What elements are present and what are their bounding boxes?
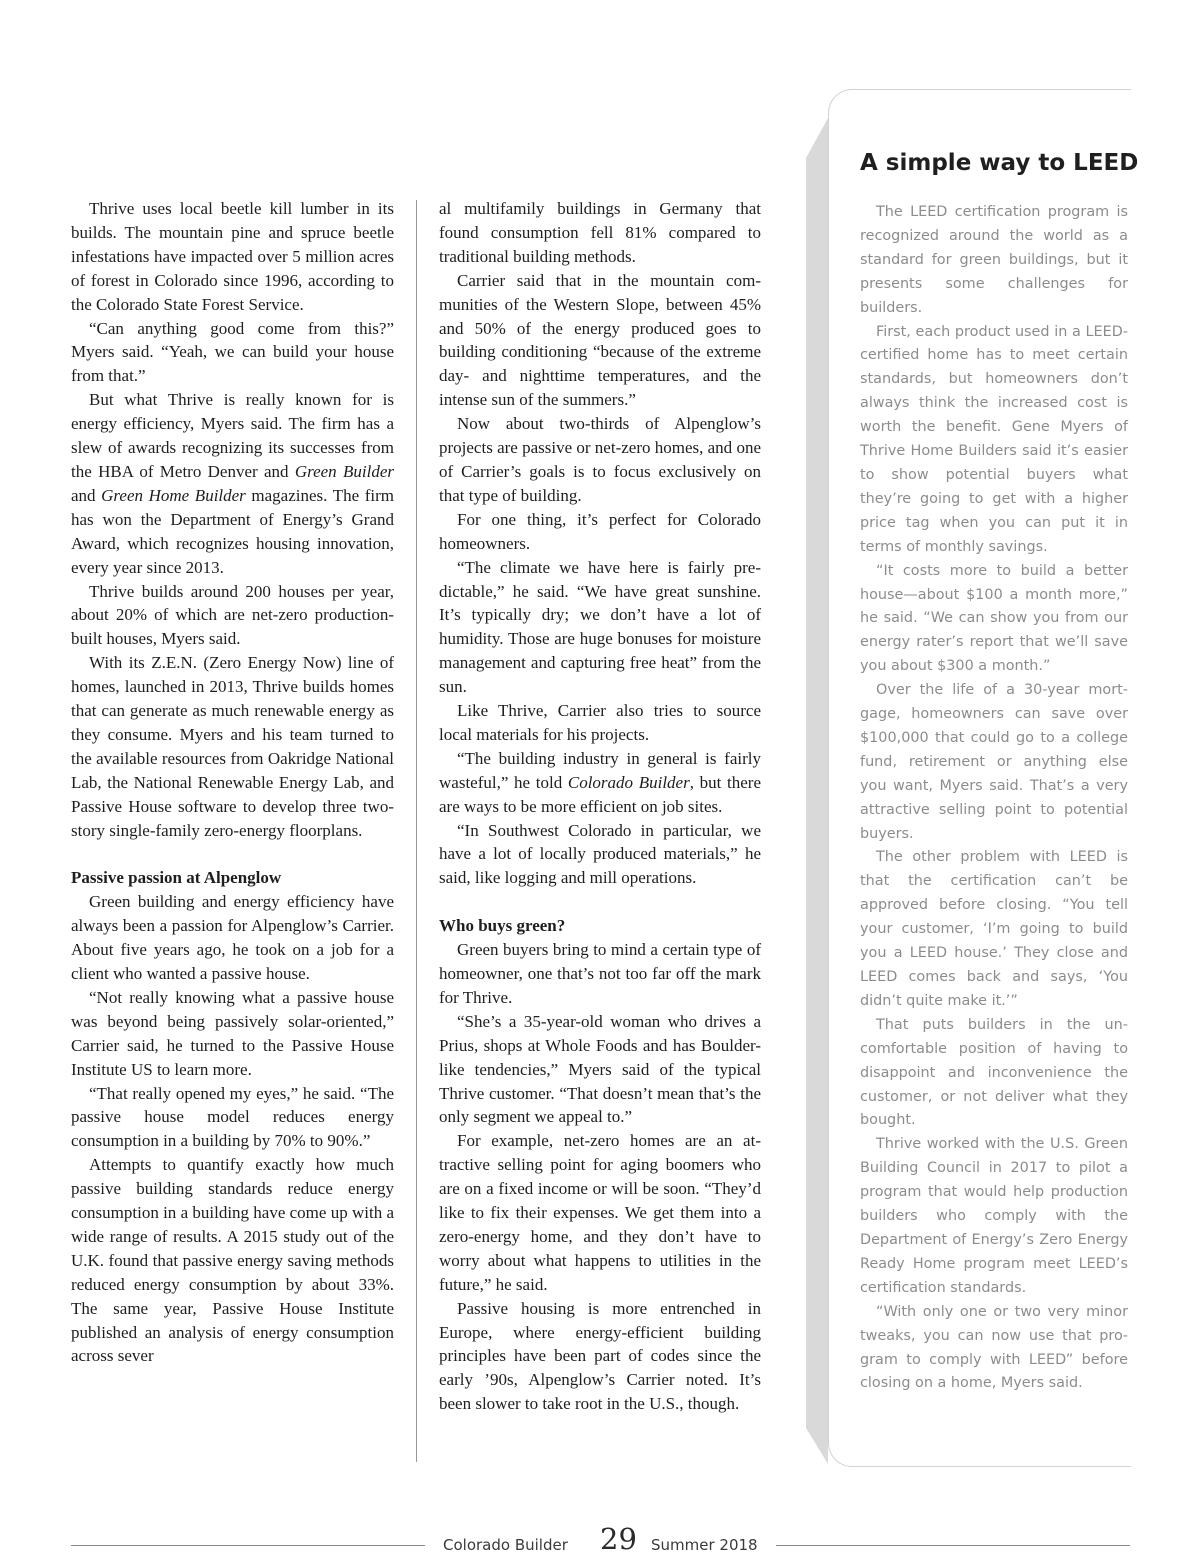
text-run: , but there are ways to be more efficient on job sites. [439,772,761,816]
sidebar-paragraph: “It costs more to build a better house—about $100 a month more,” he said. “We can show you from our energy rater’s report that we’ll save you about $300 a month.” [860,562,1128,675]
column-divider [416,200,417,1462]
paragraph: “That really opened my eyes,” he said. “The passive house model reduces energy consumption in a building by 70% to 90%.” [71,1083,394,1151]
paragraph [71,388,394,579]
magazine-title: Green Builder [294,461,394,481]
issue-date: Summer 2018 [651,1536,758,1554]
article-column-1 [71,197,394,1368]
paragraph: Carrier said that in the mountain communities of the Western Slope, between 45% and 50% of the energy produced goes to building conditioning “because of the extreme day- and nighttime temperatures, and the intense sun of the summers.” [439,270,761,410]
publication-name: Colorado Builder [443,1536,568,1554]
paragraph [439,747,761,819]
paragraph: “She’s a 35-year-old woman who drives a Prius, shops at Whole Foods and has Boulder-like tendencies,” Myers said of the typical Thrive customer. “That doesn’t mean that’s the only segment we appeal to.” [439,1011,761,1127]
text-run: But what Thrive is really known for is energy efficiency, Myers said. The firm has a slew of awards recognizing its successes from the HBA of Metro Denver and [71,390,394,481]
paragraph: Green buyers bring to mind a certain type of homeowner, one that’s not too far off the mark for Thrive. [439,940,761,1007]
text-run: and [71,485,102,505]
paragraph: “The climate we have here is fairly predictable,” he said. “We have great sunshine. It’s typically dry; we don’t have a lot of humidity. Those are huge bonuses for moisture management and capturing free heat” from the sun. [439,557,761,697]
paragraph: For one thing, it’s perfect for Colorado homeowners. [439,509,761,553]
paragraph: With its Z.E.N. (Zero Energy Now) line of homes, launched in 2013, Thrive builds homes that can generate as much renewable energy as they consume. Myers and his team turned to the available resources from Oakridge National Lab, the National Renewable Energy Lab, and Passive House software to develop three two-story single-family zero-energy floorplans. [71,653,394,840]
text-run: magazines. The firm has won the Department of Energy’s Grand Award, which recognizes housing innovation, every year since 2013. [71,485,395,577]
article-column-2 [439,197,761,1416]
magazine-title: Green Home Builder [101,485,246,505]
paragraph: “Not really knowing what a passive house was beyond being passively solar-oriented,” Carrier said, he turned to the Passive House Institute US to learn more. [71,987,394,1079]
sidebar-paragraph: “With only one or two very minor tweaks, you can now use that program to comply with LEED” before closing on a home, Myers said. [860,1303,1128,1392]
sidebar-body [860,201,1128,1396]
paragraph: For example, net-zero homes are an attractive selling point for aging boomers who are on a fixed income or will be soon. “They’d like to fix their expenses. We get them into a zero-energy home, and they don’t have to worry about what happens to utilities in the future,” he said. [439,1131,761,1294]
sidebar-paragraph: That puts builders in the uncomfortable position of having to disappoint and inconvenience the customer, or not deliver what they bought. [860,1016,1128,1129]
footer-rule-right [776,1545,1130,1546]
sidebar-paragraph: The other problem with LEED is that the certification can’t be approved before closing. “You tell your customer, ‘I’m going to build you a LEED house.’ They close and LEED comes back and says, ‘You didn’t quite make it.’” [860,849,1128,1009]
paragraph: Now about two-thirds of Alpenglow’s projects are passive or net-zero homes, and one of Carrier’s goals is to focus exclusively on that type of building. [439,414,761,505]
paragraph: “In Southwest Colorado in particular, we have a lot of locally produced materials,” he said, like logging and mill operations. [439,820,761,888]
paragraph: “Can anything good come from this?” Myers said. “Yeah, we can build your house from that.” [71,318,394,386]
section-heading: Passive passion at Alpenglow [71,868,282,888]
page-number: 29 [600,1522,637,1556]
paragraph: Passive housing is more entrenched in Europe, where energy-efficient building principles have been part of codes since the early ’90s, Alpenglow’s Carrier noted. It’s been slower to take root in the U.S., though. [439,1298,761,1414]
sidebar-shadow-shape [806,118,828,1464]
paragraph: Thrive builds around 200 houses per year, about 20% of which are net-zero production-built houses, Myers said. [71,581,394,649]
sidebar-paragraph: Thrive worked with the U.S. Green Building Council in 2017 to pilot a program that would help production builders who comply with the Department of Energy’s Zero Energy Ready Home program meet LEED’s certification standards. [860,1136,1128,1296]
paragraph: al multifamily buildings in Germany that found consumption fell 81% compared to traditional building methods. [439,199,761,266]
sidebar-paragraph: Over the life of a 30-year mortgage, homeowners can save over $100,000 that could go to a college fund, retirement or anything else you want, Myers said. That’s a very attractive selling point to potential buyers. [860,682,1128,842]
sidebar-paragraph: The LEED certification program is recognized around the world as a standard for green buildings, but it presents some challenges for builders. [860,204,1128,316]
magazine-title: Colorado Builder [567,772,690,792]
section-heading: Who buys green? [439,916,566,936]
paragraph: Attempts to quantify exactly how much passive building standards reduce energy consumption in a building have come up with a wide range of results. A 2015 study out of the U.K. found that passive energy saving methods reduced energy consumption by about 33%. The same year, Passive House Institute published an analysis of energy consumption across sever [71,1155,394,1366]
paragraph: Green building and energy efficiency have always been a passion for Alpenglow’s Carrier. About five years ago, he took on a job for a client who wanted a passive house. [71,892,394,983]
sidebar-paragraph: First, each product used in a LEED-certified home has to meet certain standards, but homeowners don’t always think the increased cost is worth the benefit. Gene Myers of Thrive Home Builders said it’s easier to show potential buyers what they’re going to get with a higher price tag when you can put it in terms of monthly savings. [860,323,1128,555]
paragraph: Thrive uses local beetle kill lumber in its builds. The mountain pine and spruce beetle infestations have impacted over 5 million acres of forest in Colorado since 1996, according to the Colorado State Forest Service. [71,199,394,314]
paragraph: Like Thrive, Carrier also tries to source local materials for his projects. [439,701,761,744]
footer-rule-left [71,1545,425,1546]
sidebar-title: A simple way to LEED [860,150,1139,176]
text-run: “The building industry in general is fairly wasteful,” he told [439,748,761,792]
